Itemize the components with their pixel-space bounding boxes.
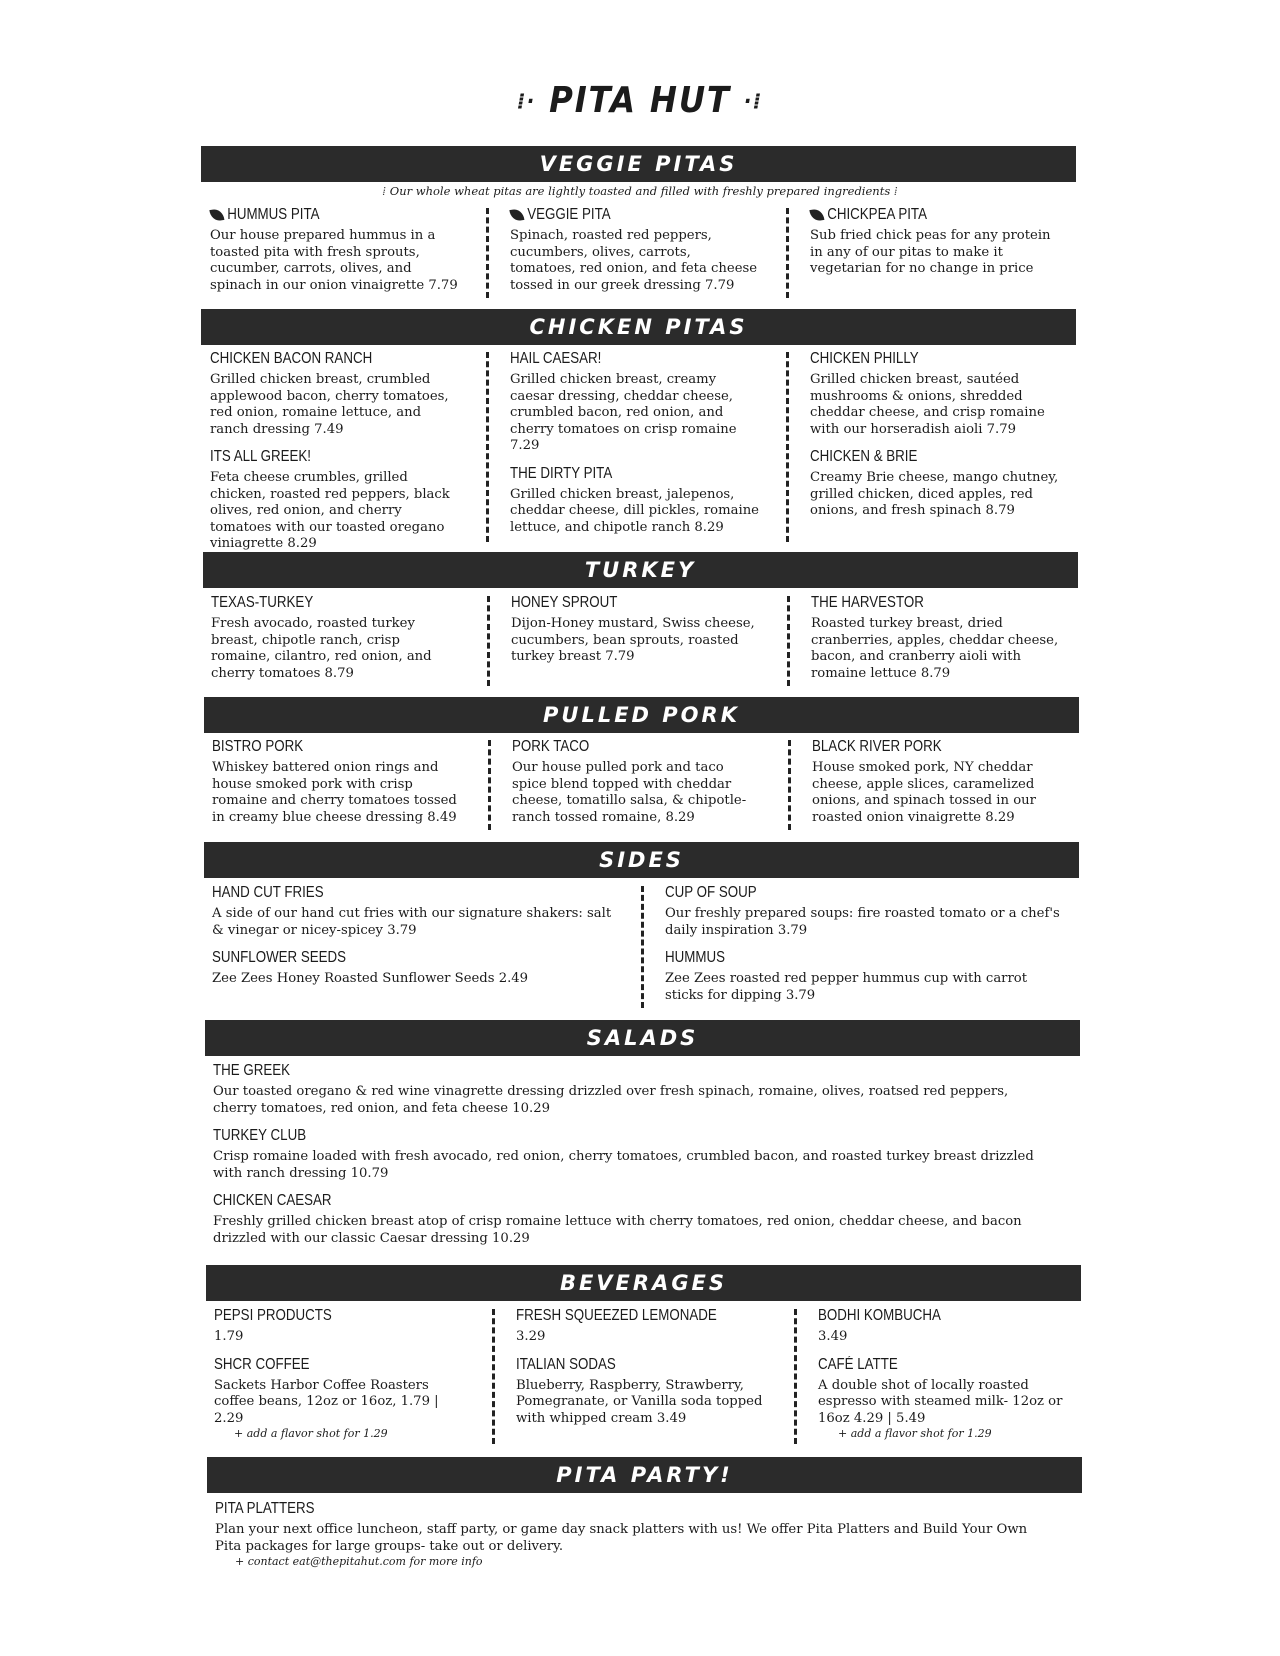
menu-item: CHICKEN CAESAR Freshly grilled chicken breast atop of crisp romaine lettuce with cherry tomatoes, red onion, cheddar cheese, and bacon drizzled with our classic Caesar dressing 10.29 xyxy=(213,1192,1053,1247)
menu-item: FRESH SQUEEZED LEMONADE 3.29 xyxy=(516,1307,766,1346)
ornament-left-icon: ⁞· xyxy=(517,89,537,115)
menu-item: SUNFLOWER SEEDS Zee Zees Honey Roasted Sunflower Seeds 2.49 xyxy=(212,949,612,988)
ornament-icon: ⁞ xyxy=(890,184,898,198)
menu-column xyxy=(214,1307,464,1450)
menu-item: TURKEY CLUB Crisp romaine loaded with fresh avocado, red onion, cherry tomatoes, crumbled bacon, and roasted turkey breast drizzled with ranch dressing 10.79 xyxy=(213,1127,1053,1182)
item-description: Plan your next office luncheon, staff party, or game day snack platters with us! We offer Pita Platters and Build Your Own Pita packages for large groups- take out or delivery. xyxy=(215,1522,1028,1554)
column-divider xyxy=(487,596,490,686)
item-description: House smoked pork, NY cheddar cheese, apple slices, caramelized onions, and spinach tossed in our roasted onion vinaigrette 8.29 xyxy=(812,760,1036,825)
column-divider xyxy=(786,352,789,542)
leaf-icon xyxy=(509,208,524,222)
section-header-salads: SALADS xyxy=(205,1020,1080,1056)
menu-item: CHICKEN PHILLY Grilled chicken breast, sautéed mushrooms & onions, shredded cheddar cheese, and crisp romaine with our horseradish aioli 7.79 xyxy=(810,350,1060,438)
menu-item: BISTRO PORK Whiskey battered onion rings and house smoked pork with crisp romaine and cherry tomatoes tossed in creamy blue cheese dressing 8.49 xyxy=(212,738,462,826)
menu-column xyxy=(212,884,612,998)
column-divider xyxy=(492,1309,495,1444)
menu-item: ITS ALL GREEK! Feta cheese crumbles, grilled chicken, roasted red peppers, black olives, red onion, and cherry tomatoes with our toasted oregano viniagrette 8.29 xyxy=(210,448,460,553)
item-description: 1.79 xyxy=(214,1329,244,1344)
menu-column xyxy=(665,884,1065,1014)
menu-column xyxy=(516,1307,766,1437)
column-divider xyxy=(486,208,489,298)
contact-note: + contact eat@thepitahut.com for more info xyxy=(235,1555,483,1568)
item-description: A double shot of locally roasted espresso with steamed milk- 12oz or 16oz 4.29 | 5.49 xyxy=(818,1377,1063,1426)
menu-item: PEPSI PRODUCTS 1.79 xyxy=(214,1307,464,1346)
section-header-turkey: TURKEY xyxy=(203,552,1078,588)
menu-item: VEGGIE PITA Spinach, roasted red peppers, cucumbers, olives, carrots, tomatoes, red onion, and feta cheese tossed in our greek dressing 7.79 xyxy=(510,206,760,294)
ornament-icon: ⁞ xyxy=(382,184,390,198)
menu-item: TEXAS-TURKEY Fresh avocado, roasted turkey breast, chipotle ranch, crisp romaine, cilantro, red onion, and cherry tomatoes 8.79 xyxy=(211,594,461,682)
item-description: Spinach, roasted red peppers, cucumbers, olives, carrots, tomatoes, red onion, and feta cheese tossed in our greek dressing 7.79 xyxy=(510,228,758,293)
item-description: Fresh avocado, roasted turkey breast, chipotle ranch, crisp romaine, cilantro, red onion, and cherry tomatoes 8.79 xyxy=(211,616,432,681)
item-description: Sackets Harbor Coffee Roasters coffee beans, 12oz or 16oz, 1.79 | 2.29 xyxy=(214,1377,439,1426)
item-description: Our house pulled pork and taco spice blend topped with cheddar cheese, tomatillo salsa, & chipotle-ranch tossed romaine, 8.29 xyxy=(512,760,747,825)
item-description: Creamy Brie cheese, mango chutney, grilled chicken, diced apples, red onions, and fresh spinach 8.79 xyxy=(810,470,1059,518)
menu-item: CHICKEN BACON RANCH Grilled chicken breast, crumbled applewood bacon, cherry tomatoes, red onion, romaine lettuce, and ranch dressing 7.49 xyxy=(210,350,460,438)
item-description: Crisp romaine loaded with fresh avocado, red onion, cherry tomatoes, crumbled bacon, and roasted turkey breast drizzled with ranch dressing 10.79 xyxy=(213,1149,1034,1181)
menu-item: CUP OF SOUP Our freshly prepared soups: fire roasted tomato or a chef's daily inspiration 3.79 xyxy=(665,884,1065,939)
page-title: ⁞· PITA HUT ·⁞ xyxy=(517,80,763,121)
item-note: + add a flavor shot for 1.29 xyxy=(838,1427,992,1440)
menu-item: CHICKPEA PITA Sub fried chick peas for any protein in any of our pitas to make it vegetarian for no change in price xyxy=(810,206,1060,278)
section-header-veggie: VEGGIE PITAS xyxy=(201,146,1076,182)
item-description: A side of our hand cut fries with our signature shakers: salt & vinegar or nicey-spicey 3.79 xyxy=(212,906,612,938)
menu-item: HAIL CAESAR! Grilled chicken breast, creamy caesar dressing, cheddar cheese, crumbled bacon, red onion, and cherry tomatoes on crisp romaine 7.29 xyxy=(510,350,760,455)
item-description: Our house prepared hummus in a toasted pita with fresh sprouts, cucumber, carrots, olives, and spinach in our onion vinaigrette 7.79 xyxy=(210,228,458,293)
menu-item: THE DIRTY PITA Grilled chicken breast, jalepenos, cheddar cheese, dill pickles, romaine lettuce, and chipotle ranch 8.29 xyxy=(510,464,759,535)
menu-item: PITA PLATTERS Plan your next office luncheon, staff party, or game day snack platters with us! We offer Pita Platters and Build Your Own Pita packages for large groups- take out or delivery. + contact eat@thepitahut.com for more info xyxy=(215,1500,1035,1568)
menu-column xyxy=(818,1307,1068,1450)
menu-item: THE HARVESTOR Roasted turkey breast, dried cranberries, apples, cheddar cheese, bacon, and cranberry aioli with romaine lettuce 8.79 xyxy=(811,594,1061,682)
section-header-party: PITA PARTY! xyxy=(207,1457,1082,1493)
item-description: Grilled chicken breast, crumbled applewood bacon, cherry tomatoes, red onion, romaine lettuce, and ranch dressing 7.49 xyxy=(210,372,449,437)
menu-column xyxy=(810,350,1060,530)
item-description: Feta cheese crumbles, grilled chicken, roasted red peppers, black olives, red onion, and cherry tomatoes with our toasted oregano viniagrette 8.29 xyxy=(210,470,450,551)
menu-item: CHICKEN & BRIE Creamy Brie cheese, mango chutney, grilled chicken, diced apples, red onions, and fresh spinach 8.79 xyxy=(810,448,1059,518)
menu-item: HUMMUS PITA Our house prepared hummus in a toasted pita with fresh sprouts, cucumber, carrots, olives, and spinach in our onion vinaigrette 7.79 xyxy=(210,206,460,294)
item-description: Zee Zees Honey Roasted Sunflower Seeds 2.49 xyxy=(212,971,529,986)
menu-item: HUMMUS Zee Zees roasted red pepper hummus cup with carrot sticks for dipping 3.79 xyxy=(665,949,1065,1004)
item-description: Grilled chicken breast, jalepenos, cheddar cheese, dill pickles, romaine lettuce, and chipotle ranch 8.29 xyxy=(510,486,759,535)
veggie-note: ⁞ Our whole wheat pitas are lightly toasted and filled with freshly prepared ingredients ⁞ xyxy=(382,184,898,198)
menu-column xyxy=(213,1062,1053,1257)
item-description: Our toasted oregano & red wine vinagrette dressing drizzled over fresh spinach, romaine, olives, roatsed red peppers, cherry tomatoes, red onion, and feta cheese 10.29 xyxy=(213,1084,1009,1116)
column-divider xyxy=(787,596,790,686)
menu-item: ITALIAN SODAS Blueberry, Raspberry, Strawberry, Pomegranate, or Vanilla soda topped with whipped cream 3.49 xyxy=(516,1356,766,1428)
menu-item: HAND CUT FRIES A side of our hand cut fries with our signature shakers: salt & vinegar or nicey-spicey 3.79 xyxy=(212,884,612,938)
item-description: Whiskey battered onion rings and house smoked pork with crisp romaine and cherry tomatoes tossed in creamy blue cheese dressing 8.49 xyxy=(212,760,457,825)
menu-item: BODHI KOMBUCHA 3.49 xyxy=(818,1307,1068,1346)
ornament-right-icon: ·⁞ xyxy=(743,89,763,115)
item-description: Zee Zees roasted red pepper hummus cup with carrot sticks for dipping 3.79 xyxy=(665,971,1028,1003)
item-description: 3.29 xyxy=(516,1329,546,1344)
column-divider xyxy=(486,352,489,542)
item-description: Freshly grilled chicken breast atop of crisp romaine lettuce with cherry tomatoes, red onion, cheddar cheese, and bacon drizzled with our classic Caesar dressing 10.29 xyxy=(213,1214,1022,1246)
menu-item: BLACK RIVER PORK House smoked pork, NY cheddar cheese, apple slices, caramelized onions, and spinach tossed in our roasted onion vinaigrette 8.29 xyxy=(812,738,1062,826)
section-header-sides: SIDES xyxy=(204,842,1079,878)
column-divider xyxy=(786,208,789,298)
item-description: Grilled chicken breast, sautéed mushrooms & onions, shredded cheddar cheese, and crisp romaine with our horseradish aioli 7.79 xyxy=(810,372,1045,437)
menu-item: THE GREEK Our toasted oregano & red wine vinagrette dressing drizzled over fresh spinach, romaine, olives, roatsed red peppers, cherry tomatoes, red onion, and feta cheese 10.29 xyxy=(213,1062,1053,1117)
column-divider xyxy=(641,886,644,1008)
item-description: 3.49 xyxy=(818,1329,848,1344)
menu-column xyxy=(510,350,760,546)
section-header-beverages: BEVERAGES xyxy=(206,1265,1081,1301)
item-description: Dijon-Honey mustard, Swiss cheese, cucumbers, bean sprouts, roasted turkey breast 7.79 xyxy=(511,616,755,664)
item-description: Roasted turkey breast, dried cranberries, apples, cheddar cheese, bacon, and cranberry aioli with romaine lettuce 8.79 xyxy=(811,616,1059,681)
menu-column xyxy=(210,350,460,563)
menu-item: HONEY SPROUT Dijon-Honey mustard, Swiss cheese, cucumbers, bean sprouts, roasted turkey breast 7.79 xyxy=(511,594,761,666)
item-description: Our freshly prepared soups: fire roasted tomato or a chef's daily inspiration 3.79 xyxy=(665,906,1060,938)
column-divider xyxy=(488,740,491,830)
section-header-pork: PULLED PORK xyxy=(204,697,1079,733)
item-description: Blueberry, Raspberry, Strawberry, Pomegranate, or Vanilla soda topped with whipped cream 3.49 xyxy=(516,1377,763,1426)
item-description: Grilled chicken breast, creamy caesar dressing, cheddar cheese, crumbled bacon, red onion, and cherry tomatoes on crisp romaine 7.29 xyxy=(510,372,737,453)
column-divider xyxy=(788,740,791,830)
section-header-chicken: CHICKEN PITAS xyxy=(201,309,1076,345)
item-description: Sub fried chick peas for any protein in any of our pitas to make it vegetarian for no change in price xyxy=(810,228,1051,276)
menu-item: SHCR COFFEE Sackets Harbor Coffee Roasters coffee beans, 12oz or 16oz, 1.79 | 2.29 + add a flavor shot for 1.29 xyxy=(214,1356,464,1441)
column-divider xyxy=(794,1309,797,1444)
item-note: + add a flavor shot for 1.29 xyxy=(234,1427,388,1440)
menu-item: CAFÉ LATTE A double shot of locally roasted espresso with steamed milk- 12oz or 16oz 4.29 | 5.49 + add a flavor shot for 1.29 xyxy=(818,1356,1068,1441)
leaf-icon xyxy=(809,208,824,222)
leaf-icon xyxy=(209,208,224,222)
menu-item: PORK TACO Our house pulled pork and taco spice blend topped with cheddar cheese, tomatillo salsa, & chipotle-ranch tossed romaine, 8.29 xyxy=(512,738,762,826)
